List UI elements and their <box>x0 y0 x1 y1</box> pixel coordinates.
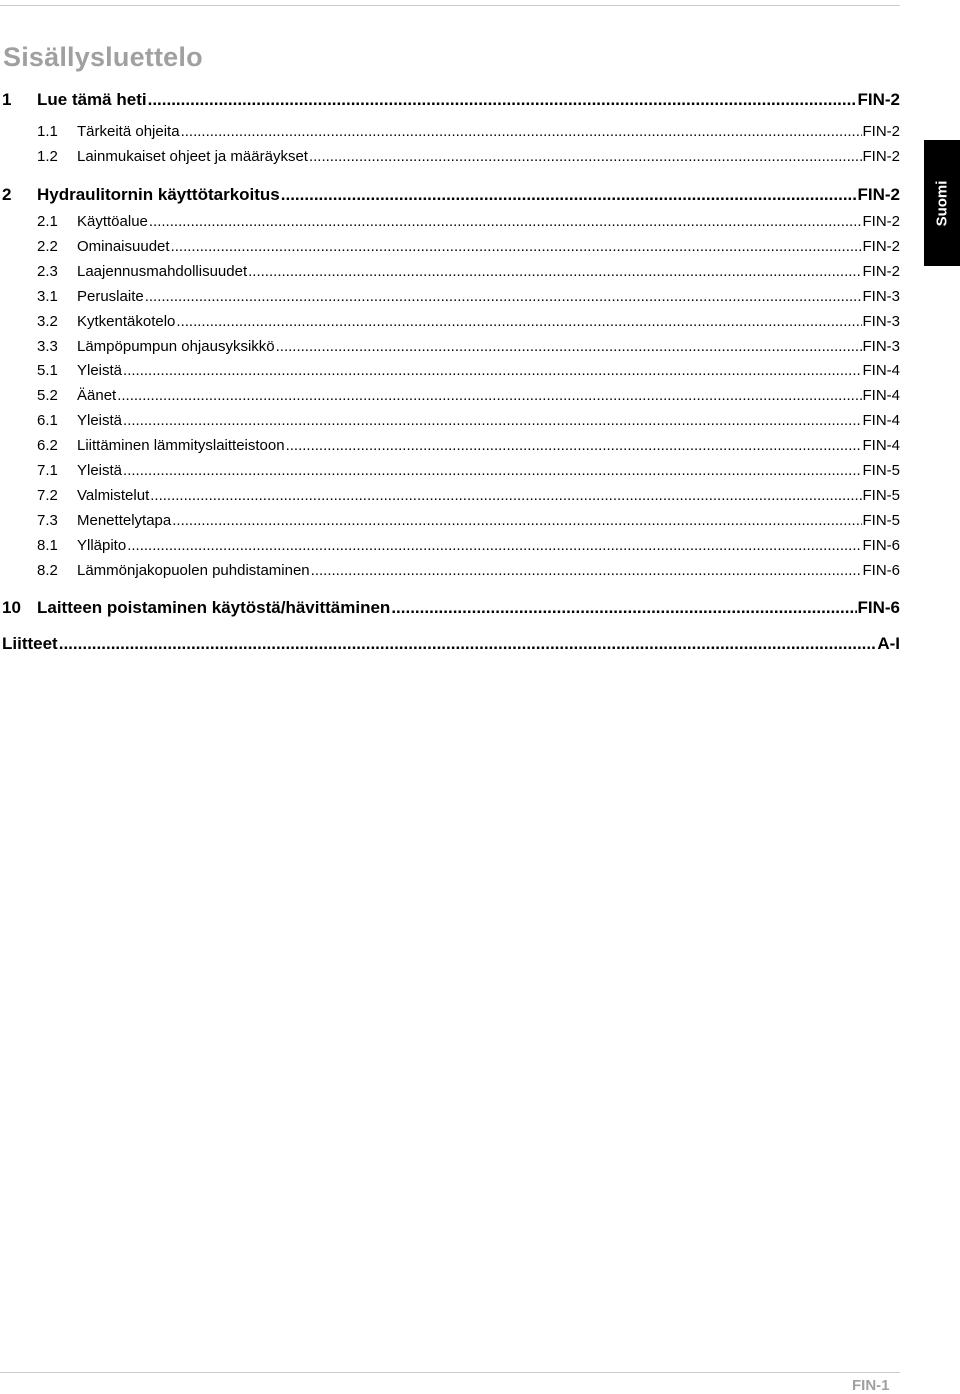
toc-entry-3-2[interactable] <box>2 313 900 330</box>
toc-entry-page: FIN-2 <box>857 90 900 109</box>
toc-entry-title: Lämmönjakopuolen puhdistaminen <box>77 562 310 579</box>
toc-leader-dots <box>181 123 862 140</box>
toc-entry-title: Lue tämä heti <box>37 90 147 109</box>
toc-entry-page: FIN-4 <box>862 412 900 429</box>
toc-leader-dots <box>176 313 861 330</box>
toc-entry-page: FIN-5 <box>862 462 900 479</box>
toc-entry-title: Kytkentäkotelo <box>77 313 176 330</box>
toc-leader-dots <box>309 148 862 165</box>
toc-leader-dots <box>286 437 862 454</box>
toc-entry-number: 7.2 <box>37 487 58 504</box>
toc-entry-7-3[interactable] <box>2 512 900 529</box>
toc-entry-number: 3.1 <box>37 288 58 305</box>
toc-leader-dots <box>145 288 862 305</box>
toc-entry-title: Menettelytapa <box>77 512 172 529</box>
page-number: FIN-1 <box>852 1377 890 1394</box>
toc-entry-number: 1.1 <box>37 123 58 140</box>
toc-leader-dots <box>117 387 861 404</box>
toc-leader-dots <box>248 263 861 280</box>
toc-entry-10[interactable] <box>2 598 900 618</box>
toc-leader-dots <box>150 487 861 504</box>
toc-entry-title: Peruslaite <box>77 288 144 305</box>
toc-entry-title: Tärkeitä ohjeita <box>77 123 180 140</box>
toc-entry-7-1[interactable] <box>2 462 900 479</box>
toc-leader-dots <box>311 562 862 579</box>
toc-leader-dots <box>123 462 861 479</box>
toc-entry-2-2[interactable] <box>2 238 900 255</box>
toc-entry-6-2[interactable] <box>2 437 900 454</box>
toc-entry-number: 3.2 <box>37 313 58 330</box>
toc-entry-title: Ominaisuudet <box>77 238 170 255</box>
toc-entry-page: FIN-4 <box>862 387 900 404</box>
toc-entry-number: 2.1 <box>37 213 58 230</box>
toc-entry-number: 2.2 <box>37 238 58 255</box>
toc-entry-title: Ylläpito <box>77 537 127 554</box>
toc-entry-page: FIN-3 <box>862 338 900 355</box>
toc-entry-title: Lainmukaiset ohjeet ja määräykset <box>77 148 308 165</box>
toc-entry-title: Liitteet <box>2 634 58 653</box>
toc-entry-1-1[interactable] <box>2 123 900 140</box>
toc-entry-number: 8.2 <box>37 562 58 579</box>
toc-entry-number: 1.2 <box>37 148 58 165</box>
toc-entry-page: FIN-3 <box>862 288 900 305</box>
toc-leader-dots <box>276 338 862 355</box>
toc-entry-8-2[interactable] <box>2 562 900 579</box>
toc-entry-page: FIN-3 <box>862 313 900 330</box>
toc-entry-7-2[interactable] <box>2 487 900 504</box>
toc-entry-number: 2.3 <box>37 263 58 280</box>
toc-entry-page: FIN-6 <box>862 562 900 579</box>
toc-entry-3-1[interactable] <box>2 288 900 305</box>
toc-entry-6-1[interactable] <box>2 412 900 429</box>
toc-entry-number: 5.2 <box>37 387 58 404</box>
language-tab-label: Suomi <box>933 180 951 226</box>
toc-entry-title: Lämpöpumpun ohjausyksikkö <box>77 338 275 355</box>
toc-leader-dots <box>127 537 861 554</box>
toc-entry-3-3[interactable] <box>2 338 900 355</box>
toc-entry-page: FIN-5 <box>862 512 900 529</box>
toc-entry-2-3[interactable] <box>2 263 900 280</box>
toc-entry-title: Yleistä <box>77 412 123 429</box>
toc-entry-page: FIN-4 <box>862 362 900 379</box>
toc-entry-appendix[interactable] <box>2 634 900 654</box>
toc-entry-number: 6.2 <box>37 437 58 454</box>
toc-entry-page: FIN-2 <box>862 263 900 280</box>
toc-entry-8-1[interactable] <box>2 537 900 554</box>
toc-leader-dots <box>148 90 857 110</box>
toc-entry-2-1[interactable] <box>2 213 900 230</box>
toc-entry-5-1[interactable] <box>2 362 900 379</box>
toc-entry-number: 2 <box>2 185 12 204</box>
toc-leader-dots <box>123 412 861 429</box>
toc-entry-page: FIN-2 <box>862 213 900 230</box>
toc-entry-page: FIN-4 <box>862 437 900 454</box>
toc-entry-title: Äänet <box>77 387 117 404</box>
toc-entry-title: Laitteen poistaminen käytöstä/hävittäminen <box>37 598 391 617</box>
toc-leader-dots <box>281 185 857 205</box>
toc-entry-page: A-I <box>877 634 900 653</box>
toc-entry-2[interactable] <box>2 185 900 205</box>
toc-entry-number: 3.3 <box>37 338 58 355</box>
toc-entry-title: Liittäminen lämmityslaitteistoon <box>77 437 285 454</box>
bottom-rule <box>0 1372 900 1373</box>
toc-entry-number: 1 <box>2 90 12 109</box>
toc-entry-number: 5.1 <box>37 362 58 379</box>
toc-entry-1[interactable] <box>2 90 900 110</box>
toc-entry-title: Laajennusmahdollisuudet <box>77 263 248 280</box>
top-rule <box>0 5 900 6</box>
toc-entry-title: Yleistä <box>77 362 123 379</box>
toc-leader-dots <box>123 362 861 379</box>
toc-entry-title: Yleistä <box>77 462 123 479</box>
toc-leader-dots <box>59 634 877 654</box>
toc-entry-title: Valmistelut <box>77 487 150 504</box>
toc-entry-title: Hydraulitornin käyttötarkoitus <box>37 185 280 204</box>
toc-entry-page: FIN-2 <box>857 185 900 204</box>
toc-leader-dots <box>172 512 861 529</box>
toc-entry-number: 7.3 <box>37 512 58 529</box>
toc-entry-title: Käyttöalue <box>77 213 148 230</box>
toc-entry-5-2[interactable] <box>2 387 900 404</box>
toc-entry-page: FIN-6 <box>862 537 900 554</box>
toc-entry-number: 6.1 <box>37 412 58 429</box>
toc-leader-dots <box>171 238 862 255</box>
toc-leader-dots <box>391 598 856 618</box>
toc-entry-1-2[interactable] <box>2 148 900 165</box>
toc-entry-page: FIN-5 <box>862 487 900 504</box>
toc-entry-number: 10 <box>2 598 21 617</box>
toc-entry-page: FIN-2 <box>862 238 900 255</box>
toc-entry-page: FIN-2 <box>862 123 900 140</box>
toc-leader-dots <box>149 213 862 230</box>
toc-entry-number: 7.1 <box>37 462 58 479</box>
toc-entry-page: FIN-6 <box>857 598 900 617</box>
language-tab <box>924 140 960 266</box>
toc-entry-page: FIN-2 <box>862 148 900 165</box>
toc-entry-number: 8.1 <box>37 537 58 554</box>
page-title: Sisällysluettelo <box>3 42 203 72</box>
